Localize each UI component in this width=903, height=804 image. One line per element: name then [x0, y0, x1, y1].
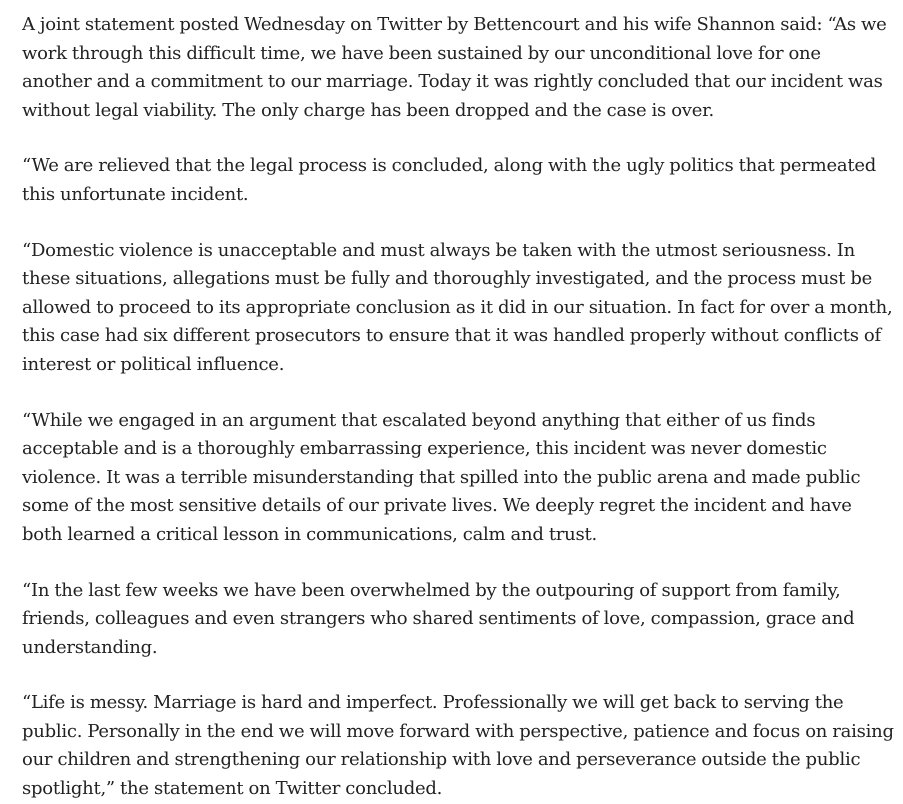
article-body [22, 11, 894, 804]
paragraph-support: “In the last few weeks we have been overwhelmed by the outpouring of support from family, friends, colleagues and even strangers who shared sentiments of love, compassion, grace and understanding. [22, 579, 855, 658]
paragraph-life-is-messy: “Life is messy. Marriage is hard and imperfect. Professionally we will get back to serving the public. Personally in the end we will move forward with perspective, patience and focus on raising our children and strengthening our relationship with love and perseverance outside the public spotlight,” the statement on Twitter concluded. [22, 692, 894, 800]
paragraph-argument: “While we engaged in an argument that escalated beyond anything that either of us finds acceptable and is a thoroughly embarrassing experience, this incident was never domestic violence. It was a terrible misunderstanding that spilled into the public arena and made public some of the most sensitive details of our private lives. We deeply regret the incident and have both learned a critical lesson in communications, calm and trust. [22, 409, 861, 545]
paragraph-relieved: “We are relieved that the legal process is concluded, along with the ugly politics that permeated this unfortunate incident. [22, 155, 876, 205]
paragraph-domestic-violence: “Domestic violence is unacceptable and must always be taken with the utmost seriousness. In these situations, allegations must be fully and thoroughly investigated, and the process must be allowed to proceed to its appropriate conclusion as it did in our situation. In fact for over a month, this case had six different prosecutors to ensure that it was handled properly without conflicts of interest or political influence. [22, 239, 893, 375]
paragraph-joint-statement: A joint statement posted Wednesday on Twitter by Bettencourt and his wife Shannon said: “As we work through this difficult time, we have been sustained by our unconditional love for one another and a commitment to our marriage. Today it was rightly concluded that our incident was without legal viability. The only charge has been dropped and the case is over. [22, 14, 887, 121]
